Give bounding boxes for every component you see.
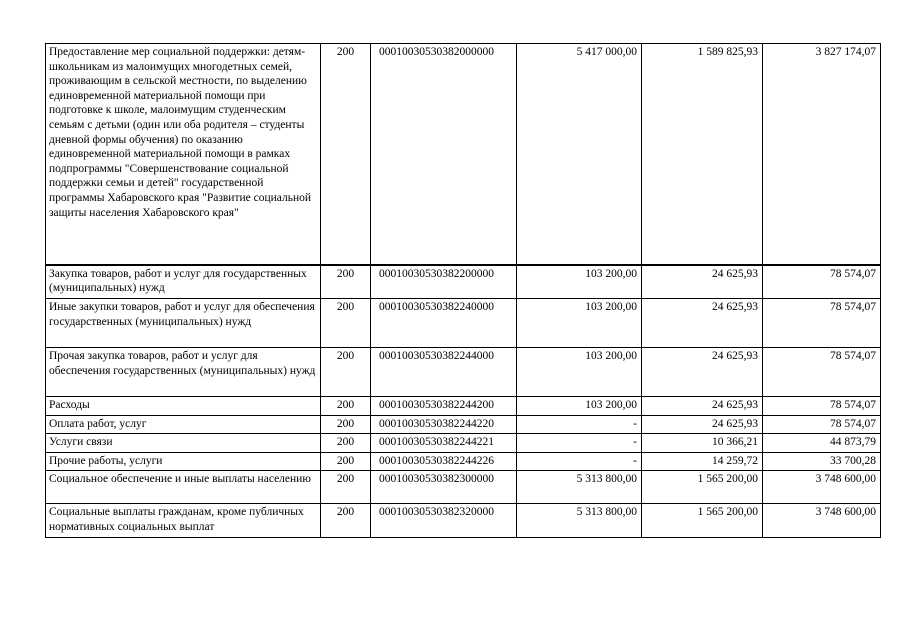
row-approved-amount: 103 200,00: [517, 299, 642, 348]
table-row: [46, 471, 881, 504]
budget-table: [45, 43, 881, 538]
row-approved-amount: 5 313 800,00: [517, 504, 642, 538]
row-approved-amount: -: [517, 415, 642, 434]
row-approved-amount: -: [517, 434, 642, 453]
row-line-code: 200: [321, 504, 371, 538]
row-name: Иные закупки товаров, работ и услуг для обеспечения государственных (муниципальных) нужд: [46, 299, 321, 348]
row-executed-amount: 24 625,93: [642, 397, 763, 416]
row-line-code: 200: [321, 434, 371, 453]
row-approved-amount: 5 313 800,00: [517, 471, 642, 504]
row-remaining-amount: 78 574,07: [763, 299, 881, 348]
row-remaining-amount: 3 748 600,00: [763, 504, 881, 538]
row-executed-amount: 24 625,93: [642, 265, 763, 299]
row-approved-amount: -: [517, 452, 642, 471]
row-approved-amount: 103 200,00: [517, 265, 642, 299]
row-executed-amount: 1 565 200,00: [642, 504, 763, 538]
row-approved-amount: 103 200,00: [517, 397, 642, 416]
row-classification-code: 00010030530382244221: [371, 434, 517, 453]
row-name: Услуги связи: [46, 434, 321, 453]
table-row: [46, 397, 881, 416]
table-row: [46, 434, 881, 453]
table-row: [46, 265, 881, 299]
table-row: [46, 348, 881, 397]
row-executed-amount: 24 625,93: [642, 299, 763, 348]
row-remaining-amount: 78 574,07: [763, 397, 881, 416]
row-line-code: 200: [321, 397, 371, 416]
row-line-code: 200: [321, 44, 371, 265]
table-row: [46, 504, 881, 538]
row-approved-amount: 103 200,00: [517, 348, 642, 397]
row-classification-code: 00010030530382244000: [371, 348, 517, 397]
row-line-code: 200: [321, 415, 371, 434]
table-row: [46, 452, 881, 471]
table-row: [46, 299, 881, 348]
row-executed-amount: 1 589 825,93: [642, 44, 763, 265]
row-name: Социальные выплаты гражданам, кроме публичных нормативных социальных выплат: [46, 504, 321, 538]
row-remaining-amount: 3 748 600,00: [763, 471, 881, 504]
row-remaining-amount: 78 574,07: [763, 415, 881, 434]
row-line-code: 200: [321, 299, 371, 348]
table-row: [46, 415, 881, 434]
row-approved-amount: 5 417 000,00: [517, 44, 642, 265]
row-classification-code: 00010030530382200000: [371, 265, 517, 299]
row-line-code: 200: [321, 452, 371, 471]
row-name: Прочая закупка товаров, работ и услуг для обеспечения государственных (муниципальных) нужд: [46, 348, 321, 397]
row-executed-amount: 1 565 200,00: [642, 471, 763, 504]
row-line-code: 200: [321, 265, 371, 299]
row-classification-code: 00010030530382244220: [371, 415, 517, 434]
row-classification-code: 00010030530382000000: [371, 44, 517, 265]
row-name: Социальное обеспечение и иные выплаты населению: [46, 471, 321, 504]
row-remaining-amount: 33 700,28: [763, 452, 881, 471]
row-name: Предоставление мер социальной поддержки: детям-школьникам из малоимущих многодетных семей, проживающим в сельской местности, по выделению единовременной материальной помощи при подготовке к школе, малоимущим студенческим семьям с детьми (один или оба родителя – студенты дневной формы обучения) по оказанию единовременной материальной помощи в рамках подпрограммы "Совершенствование социальной поддержки семьи и детей" государственной программы Хабаровского края "Развитие социальной защиты населения Хабаровского края": [46, 44, 321, 265]
row-classification-code: 00010030530382240000: [371, 299, 517, 348]
row-remaining-amount: 78 574,07: [763, 348, 881, 397]
row-classification-code: 00010030530382300000: [371, 471, 517, 504]
row-remaining-amount: 78 574,07: [763, 265, 881, 299]
row-executed-amount: 24 625,93: [642, 348, 763, 397]
row-name: Оплата работ, услуг: [46, 415, 321, 434]
row-name: Закупка товаров, работ и услуг для государственных (муниципальных) нужд: [46, 265, 321, 299]
row-name: Прочие работы, услуги: [46, 452, 321, 471]
table-row: [46, 44, 881, 265]
row-executed-amount: 24 625,93: [642, 415, 763, 434]
row-remaining-amount: 44 873,79: [763, 434, 881, 453]
row-remaining-amount: 3 827 174,07: [763, 44, 881, 265]
row-executed-amount: 14 259,72: [642, 452, 763, 471]
row-line-code: 200: [321, 471, 371, 504]
row-executed-amount: 10 366,21: [642, 434, 763, 453]
row-classification-code: 00010030530382244226: [371, 452, 517, 471]
row-line-code: 200: [321, 348, 371, 397]
row-classification-code: 00010030530382244200: [371, 397, 517, 416]
row-classification-code: 00010030530382320000: [371, 504, 517, 538]
row-name: Расходы: [46, 397, 321, 416]
